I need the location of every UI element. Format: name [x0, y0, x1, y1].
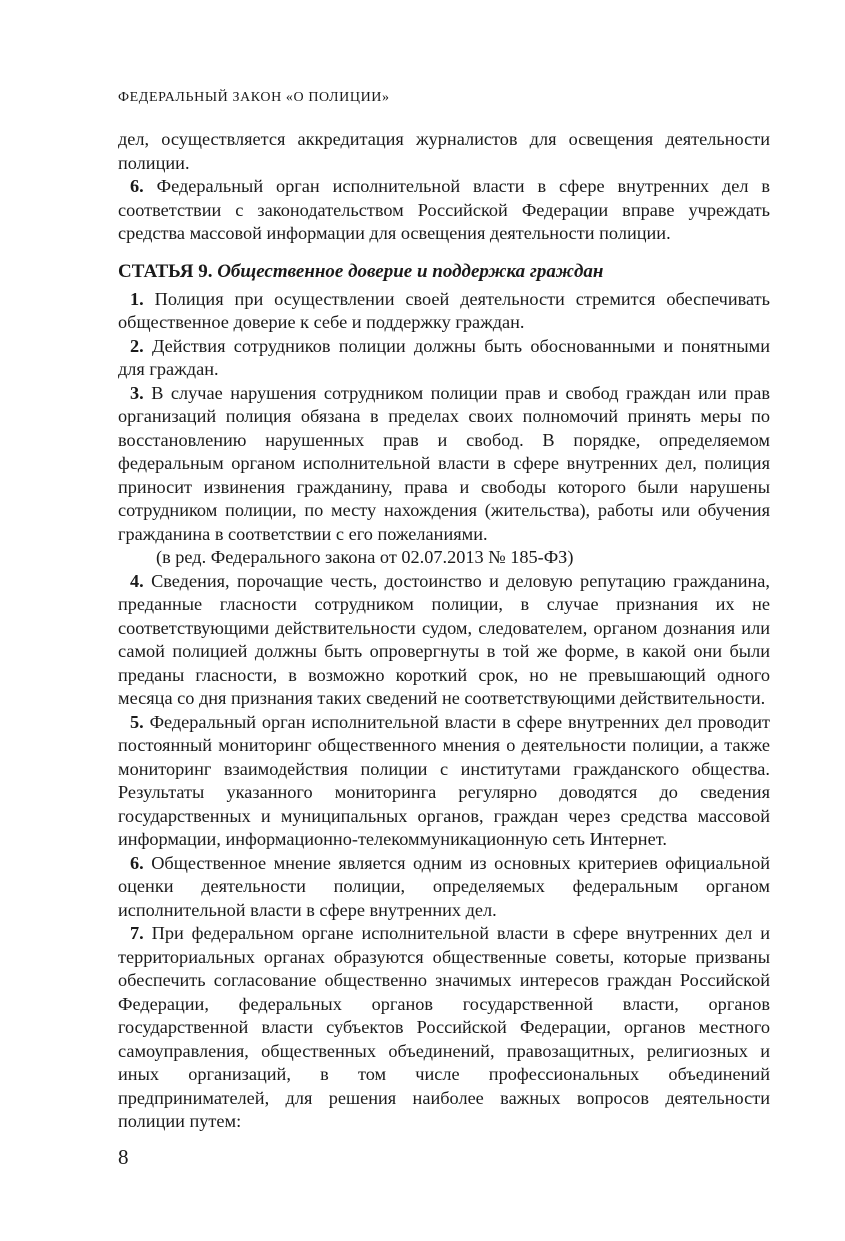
- article-item-6: [118, 852, 770, 923]
- prev-article-item-6: [118, 175, 770, 246]
- item-text: Полиция при осуществлении своей деятельности стремится обеспечивать общественное доверие к себе и поддержку граждан.: [118, 288, 770, 332]
- item-text: Федеральный орган исполнительной власти в сфере внутренних дел в соответствии с законодательством Российской Федерации вправе учреждать средства массовой информации для освещения деятельности полиции.: [118, 176, 770, 243]
- item-text: Общественное мнение является одним из основных критериев официальной оценки деятельности полиции, определяемых федеральным органом исполнительной власти в сфере внутренних дел.: [118, 852, 770, 920]
- item-text: Сведения, порочащие честь, достоинство и деловую репутацию гражданина, преданные гласности сотрудником полиции, в случае признания их не соответствующими действительности судом, следователем, органом дознания или самой полицией должны быть опровергнуты в той же форме, в какой они были преданы гласности, в возможно короткий срок, но не превышающий одного месяца со дня признания таких сведений не соответствующими действительности.: [118, 570, 770, 708]
- article-heading: [118, 259, 770, 285]
- amendment-note: (в ред. Федерального закона от 02.07.2013 № 185-ФЗ): [156, 547, 574, 567]
- article-item-2: [118, 335, 770, 382]
- item-text: При федеральном органе исполнительной власти в сфере внутренних дел и территориальных органах образуются общественные советы, которые призваны обеспечить согласование общественно значимых интересов граждан Российской Федерации, федеральных органов государственной власти, органов государственной власти субъектов Российской Федерации, органов местного самоуправления, общественных объединений, правозащитных, религиозных и иных организаций, в том числе профессиональных объединений предпринимателей, для решения наиболее важных вопросов деятельности полиции путем:: [118, 923, 770, 1131]
- running-head: ФЕДЕРАЛЬНЫЙ ЗАКОН «О ПОЛИЦИИ»: [118, 90, 390, 105]
- page-number: 8: [118, 1145, 129, 1169]
- item-number: 6.: [130, 176, 144, 196]
- article-item-3: [118, 382, 770, 547]
- article-item-5: [118, 711, 770, 852]
- article-item-1: [118, 288, 770, 335]
- item-text: Федеральный орган исполнительной власти в сфере внутренних дел проводит постоянный мониторинг общественного мнения о деятельности полиции, а также мониторинг взаимодействия полиции с институтами гражданского общества. Результаты указанного мониторинга регулярно доводятся до сведения государственных и муниципальных органов, граждан через средства массовой информации, информационно-телекоммуникационную сеть Интернет.: [118, 711, 770, 849]
- article-item-4: [118, 570, 770, 711]
- item-number: 4.: [130, 570, 144, 591]
- item-number: 7.: [130, 923, 144, 943]
- item-number: 5.: [130, 711, 144, 732]
- item-number: 3.: [130, 382, 144, 403]
- item-number: 1.: [130, 288, 144, 309]
- item-text: Действия сотрудников полиции должны быть обоснованными и понятными для граждан.: [118, 335, 770, 379]
- item-number: 2.: [130, 335, 144, 356]
- article-item-7: [118, 922, 770, 1134]
- article-label: СТАТЬЯ 9.: [118, 260, 213, 282]
- continuation-paragraph: дел, осуществляется аккредитация журналистов для освещения деятельности полиции.: [118, 129, 770, 173]
- article-title: Общественное доверие и поддержка граждан: [217, 260, 604, 282]
- item-text: В случае нарушения сотрудником полиции прав и свобод граждан или прав организаций полиция обязана в пределах своих полномочий принять меры по восстановлению нарушенных прав и свобод. В порядке, определяемом федеральным органом исполнительной власти в сфере внутренних дел, полиция приносит извинения гражданину, права и свободы которого были нарушены сотрудником полиции, по месту нахождения (жительства), работы или обучения гражданина в соответствии с его пожеланиями.: [118, 382, 770, 544]
- item-number: 6.: [130, 852, 144, 873]
- page-body: [118, 88, 770, 1134]
